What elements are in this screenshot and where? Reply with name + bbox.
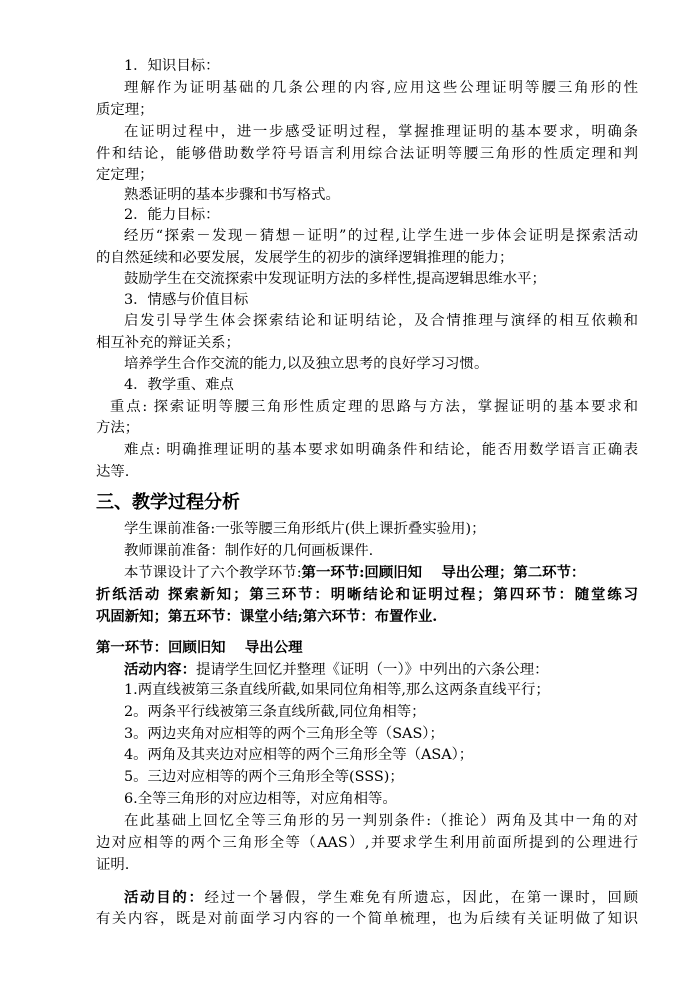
heading-knowledge-goal: 1．知识目标： [124,58,220,74]
paragraph-line: 边对应相等的两个三角形全等（AAS）,并要求学生利用前面所提到的公理进行 [96,835,638,851]
paragraph-line: 定定理； [96,167,154,183]
paragraph-line: 相互补充的辩证关系； [96,335,240,351]
heading-emotion-goal: 3．情感与价值目标 [124,292,249,308]
text-run: 经过一个暑假，学生难免有所遗忘，因此，在第一课时，回顾 [204,890,638,906]
label-activity-purpose: 活动目的： [124,889,205,906]
paragraph-line: 启发引导学生体会探索结论和证明结论，及合情推理与演绎的相互依赖和 [124,313,638,329]
paragraph-line: 教师课前准备：制作好的几何画板课件. [124,543,374,559]
paragraph-line: 的自然延续和必要发展，发展学生的初步的演绎逻辑推理的能力； [96,250,514,266]
paragraph-line [124,887,638,909]
paragraph-line: 达等. [96,464,130,480]
paragraph-line: 重点: 探索证明等腰三角形性质定理的思路与方法，掌握证明的基本要求和 [110,399,638,415]
paragraph-line [124,562,585,584]
list-item: 6.全等三角形的对应边相等，对应角相等。 [124,791,397,807]
paragraph-line: 方法； [96,420,140,436]
list-item: 3。两边夹角对应相等的两个三角形全等（SAS）； [124,726,444,742]
paragraph-line: 质定理； [96,102,154,118]
paragraph-line: 在此基础上回忆全等三角形的另一判别条件:（推论）两角及其中一角的对 [124,813,638,829]
text-run: 提请学生回忆并整理《证明（一）》中列出的六条公理： [195,662,549,678]
paragraph-line [124,659,549,681]
heading-key-points: 4．教学重、难点 [124,377,234,393]
paragraph-line: 证明. [96,857,130,873]
label-activity-content: 活动内容： [124,661,196,678]
list-item: 1.两直线被第三条直线所截,如果同位角相等,那么这两条直线平行； [124,682,550,698]
paragraph-line: 鼓励学生在交流探索中发现证明方法的多样性,提高逻辑思维水平； [124,271,546,287]
paragraph-line: 巩固新知；第五环节：课堂小结;第六环节：布置作业. [96,608,438,625]
text-run-bold: 第一环节:回顾旧知 导出公理；第二环节： [301,564,586,581]
text-run: 本节课设计了六个教学环节: [124,565,302,581]
paragraph-line: 培养学生合作交流的能力,以及独立思考的良好学习习惯。 [124,356,489,372]
paragraph-line: 学生课前准备:一张等腰三角形纸片(供上课折叠实验用)； [124,521,486,537]
subsection-heading: 第一环节：回顾旧知 导出公理 [96,639,303,656]
heading-ability-goal: 2．能力目标： [124,207,220,223]
paragraph-line: 折纸活动 探索新知；第三环节：明晰结论和证明过程；第四环节：随堂练习 [96,586,638,603]
paragraph-line: 在证明过程中，进一步感受证明过程，掌握推理证明的基本要求，明确条 [124,124,638,140]
paragraph-line: 熟悉证明的基本步骤和书写格式。 [124,187,340,203]
paragraph-line: 经历“探索－发现－猜想－证明”的过程,让学生进一步体会证明是探索活动 [124,228,638,244]
list-item: 5。三边对应相等的两个三角形全等(SSS)； [124,769,404,785]
section-heading: 三、教学过程分析 [96,492,240,513]
paragraph-line: 件和结论，能够借助数学符号语言利用综合法证明等腰三角形的性质定理和判 [96,146,638,162]
list-item: 2。两条平行线被第三条直线所截,同位角相等； [124,704,426,720]
paragraph-line: 理解作为证明基础的几条公理的内容,应用这些公理证明等腰三角形的性 [124,80,638,96]
paragraph-line: 难点: 明确推理证明的基本要求如明确条件和结论，能否用数学语言正确表 [124,442,638,458]
list-item: 4。两角及其夹边对应相等的两个三角形全等（ASA）； [124,747,474,763]
paragraph-line: 有关内容，既是对前面学习内容的一个简单梳理，也为后续有关证明做了知识 [96,911,638,927]
